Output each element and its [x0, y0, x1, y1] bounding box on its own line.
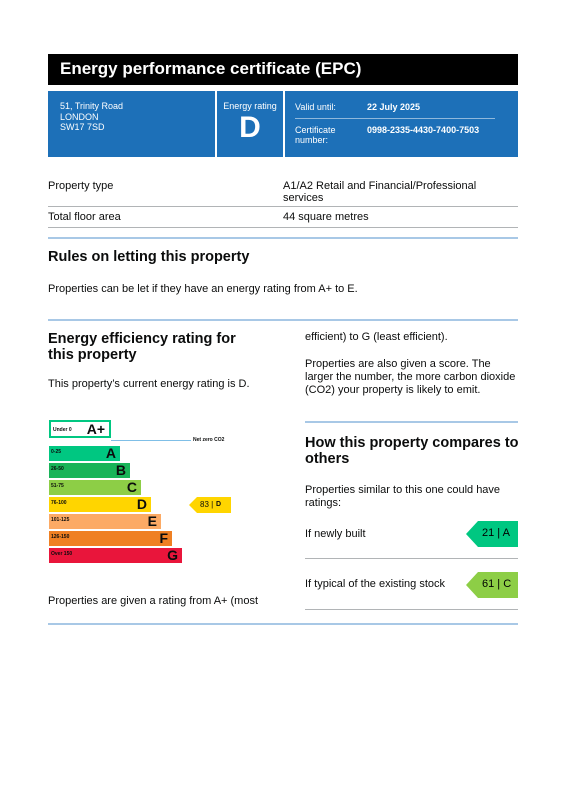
band-b-range: 26-50: [51, 466, 64, 472]
certificate-title-bar: [48, 54, 518, 85]
section-divider: [48, 623, 518, 625]
property-type-value-line-2: services: [283, 192, 324, 204]
newly-built-label: If newly built: [305, 528, 366, 540]
band-a-letter: A: [105, 445, 116, 461]
energy-rating-panel: [217, 91, 283, 157]
band-f-letter: F: [159, 530, 168, 546]
band-a: [49, 446, 120, 461]
existing-stock-rating-tag: [478, 572, 518, 598]
efficiency-heading-line-2: this property: [48, 347, 137, 363]
newly-built-rating-tag: [478, 521, 518, 547]
section-divider: [48, 319, 518, 321]
band-aplus-range: Under 0: [53, 427, 72, 433]
band-e-letter: E: [147, 513, 157, 529]
band-aplus: [49, 420, 111, 438]
address-line-1: 51, Trinity Road: [60, 101, 124, 111]
floor-area-label: Total floor area: [48, 211, 121, 223]
comparison-divider: [305, 609, 518, 610]
rating-range-text-continued: efficient) to G (least efficient).: [305, 331, 448, 343]
certificate-label-2: number:: [295, 135, 329, 145]
valid-until-label: Valid until:: [295, 102, 336, 112]
current-rating-letter: D: [216, 501, 222, 508]
comparison-intro-line-1: Properties similar to this one could have: [305, 484, 501, 496]
validity-divider: [295, 118, 495, 119]
band-a-range: 0-25: [51, 449, 62, 455]
band-e: [49, 514, 161, 529]
band-b-letter: B: [115, 462, 126, 478]
band-c-letter: C: [126, 479, 137, 495]
band-aplus-letter: A+: [86, 421, 105, 437]
page-title: Energy performance certificate (EPC): [60, 59, 362, 78]
details-divider: [48, 227, 518, 228]
score-text-line-3: (CO2) your property is likely to emit.: [305, 384, 481, 396]
band-g-letter: G: [167, 547, 178, 563]
rules-text: Properties can be let if they have an energy rating from A+ to E.: [48, 283, 358, 295]
property-type-value-line-1: A1/A2 Retail and Financial/Professional: [283, 180, 477, 192]
band-d-letter: D: [136, 496, 147, 512]
score-text-line-1: Properties are also given a score. The: [305, 358, 491, 370]
efficiency-heading-line-1: Energy efficiency rating for: [48, 331, 236, 347]
energy-rating-letter: D: [239, 111, 261, 144]
current-rating-text: This property’s current energy rating is D.: [48, 378, 250, 390]
band-g-range: Over 150: [51, 551, 73, 557]
floor-area-value: 44 square metres: [283, 211, 369, 223]
section-divider: [305, 421, 518, 423]
net-zero-line: [111, 440, 191, 441]
validity-panel: [285, 91, 518, 157]
details-divider: [48, 206, 518, 207]
band-d: [49, 497, 151, 512]
band-c: [49, 480, 141, 495]
rules-heading: Rules on letting this property: [48, 249, 250, 265]
existing-stock-rating: 61 | C: [482, 578, 512, 590]
energy-rating-label: Energy rating: [223, 101, 277, 111]
band-c-range: 51-75: [51, 483, 64, 489]
band-f: [49, 531, 172, 546]
certificate-label-1: Certificate: [295, 125, 336, 135]
comparison-divider: [305, 558, 518, 559]
comparison-heading-line-1: How this property compares to: [305, 435, 519, 451]
valid-until-date: 22 July 2025: [367, 102, 421, 112]
property-type-value: [283, 180, 476, 204]
band-b: [49, 463, 130, 478]
score-text-line-2: larger the number, the more carbon dioxide: [305, 371, 516, 383]
property-type-label: Property type: [48, 180, 114, 192]
comparison-heading-line-2: others: [305, 451, 350, 467]
net-zero-label: Net zero CO2: [193, 437, 225, 443]
address-line-2: LONDON: [60, 111, 99, 122]
band-d-range: 76-100: [51, 500, 67, 506]
band-e-range: 101-125: [51, 517, 70, 523]
section-divider: [48, 237, 518, 239]
address-line-3: SW17 7SD: [60, 122, 105, 132]
existing-stock-label: If typical of the existing stock: [305, 578, 446, 590]
newly-built-rating: 21 | A: [482, 527, 510, 539]
address-panel: [48, 91, 215, 157]
rating-range-text: Properties are given a rating from A+ (most: [48, 595, 259, 607]
current-rating-score: 83 |: [200, 500, 214, 509]
certificate-number: 0998-2335-4430-7400-7503: [367, 125, 480, 135]
band-g: [49, 548, 182, 563]
band-f-range: 126-150: [51, 534, 70, 540]
comparison-intro-line-2: ratings:: [305, 497, 342, 509]
